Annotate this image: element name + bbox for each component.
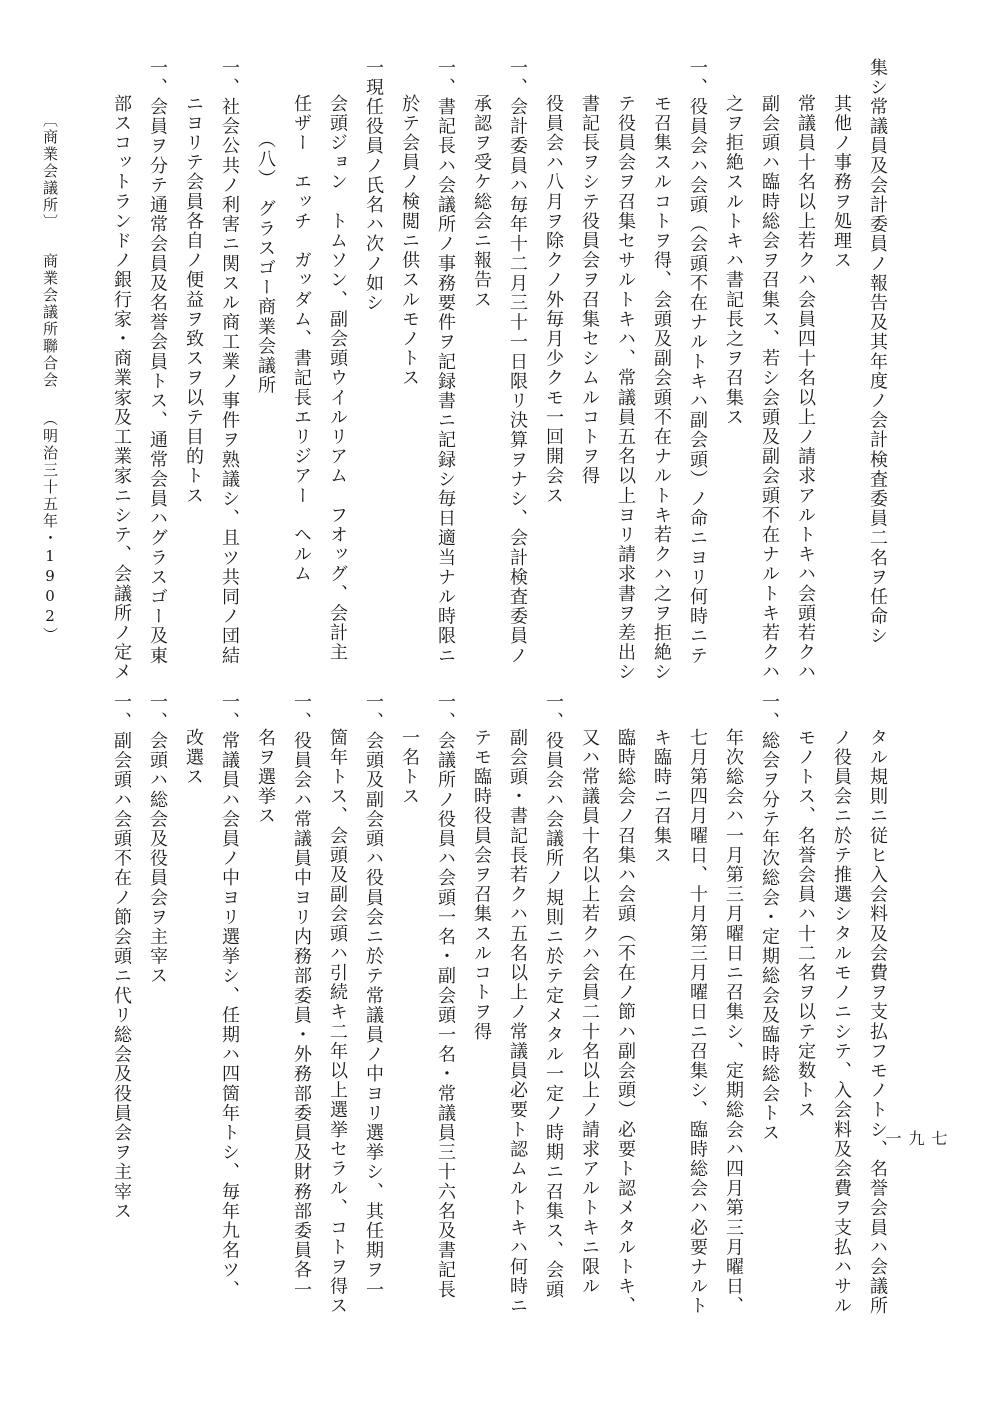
header-era: （明治三十五年・1902） [41, 411, 59, 644]
text-column: 任ザー エッチ ガッダム、書記長エリジアー ヘルム [291, 94, 312, 584]
lower-text-block [103, 692, 895, 1316]
text-column: 一、常議員ハ会員ノ中ヨリ選挙シ、任期ハ四箇年トシ、毎年九名ツ、 [219, 692, 240, 1300]
text-column: 一、役員会ハ会頭（会頭不在ナルトキハ副会頭）ノ命ニヨリ何時ニテ [687, 58, 708, 666]
text-column: ノ役員会ニ於テ推選シタルモノニシテ、入会料及会費ヲ支払ハサル [831, 728, 852, 1316]
header-source: 〔商業会議所〕 [41, 112, 59, 231]
text-column: 副会頭ハ臨時総会ヲ召集ス、若シ会頭及副会頭不在ナルトキ若クハ [759, 94, 780, 682]
text-column: 七月第四月曜日、十月第三月曜日ニ召集シ、臨時総会ハ必要ナルト [687, 728, 708, 1316]
text-column: 部スコットランドノ銀行家・商業家及工業家ニシテ、会議所ノ定メ [111, 94, 132, 682]
text-column: ニヨリテ会員各自ノ便益ヲ致スヲ以テ目的トス [183, 94, 204, 506]
text-column: 一、会頭ハ総会及役員会ヲ主宰ス [147, 692, 168, 986]
text-column: 一、役員会ハ会議所ノ規則ニ於テ定メタル一定ノ時期ニ召集ス、会頭 [543, 692, 564, 1300]
text-column: テモ臨時役員会ヲ召集スルコトヲ得 [471, 728, 492, 1042]
text-column: モノトス、名誉会員ハ十二名ヲ以テ定数トス [795, 728, 816, 1120]
text-column: 一、会計委員ハ毎年十二月三十一日限リ決算ヲナシ、会計検査委員ノ [507, 58, 528, 666]
text-column: 一、書記長ハ会議所ノ事務要件ヲ記録書ニ記録シ毎日適当ナル時限ニ [435, 58, 456, 666]
text-column: 役員会ハ八月ヲ除クノ外毎月少クモ一回開会ス [543, 94, 564, 506]
document-page: 集シ常議員及会計委員ノ報告及其年度ノ会計検査委員二名ヲ任命シ 其他ノ事務ヲ処理ス 常議員十名以上若クハ会員四十名以上ノ請求アルトキハ会頭若クハ 副会頭ハ臨時総会ヲ召集ス、若シ会頭及副会頭不在ナルトキ若クハ 之ヲ拒絶スルトキハ書記長之ヲ召集ス 一、役員会ハ会頭（会頭不在ナルトキハ副会頭）ノ命ニヨリ何時ニテ モ召集スルコトヲ得、会頭及副会頭不在ナルトキ若クハ之ヲ拒絶シ テ役員会ヲ召集セサルトキハ、常議員五名以上ヨリ請求書ヲ差出シ 書記長ヲシテ役員会ヲ召集セシムルコトヲ得 役員会ハ八月ヲ除クノ外毎月少クモ一回開会ス 一、会計委員ハ毎年十二月三十一日限リ決算ヲナシ、会計検査委員ノ 承認ヲ受ケ総会ニ報告ス 一、書記長ハ会議所ノ事務要件ヲ記録書ニ記録シ毎日適当ナル時限ニ 於テ会員ノ検閲ニ供スルモノトス 一現任役員ノ氏名ハ次ノ如シ 会頭ジョン トムソン、副会頭ウイルリアム フオッグ、会計主 任ザー エッチ ガッダム、書記長エリジアー ヘルム （八） グラスゴー商業会議所 一、社会公共ノ利害ニ関スル商工業ノ事件ヲ熟議シ、且ツ共同ノ団結 ニヨリテ会員各自ノ便益ヲ致スヲ以テ目的トス 一、会員ヲ分テ通常会員及名誉会員トス、通常会員ハグラスゴー及東 部スコットランドノ銀行家・商業家及工業家ニシテ、会議所ノ定メ タル規則ニ従ヒ入会料及会費ヲ支払フモノトシ、名誉会員ハ会議所 ノ役員会ニ於テ推選シタルモノニシテ、入会料及会費ヲ支払ハサル モノトス、名誉会員ハ十二名ヲ以テ定数トス 一、総会ヲ分テ年次総会・定期総会及臨時総会トス 年次総会ハ一月第三月曜日ニ召集シ、定期総会ハ四月第三月曜日、 七月第四月曜日、十月第三月曜日ニ召集シ、臨時総会ハ必要ナルト キ臨時ニ召集ス 臨時総会ノ召集ハ会頭（不在ノ節ハ副会頭）必要ト認メタルトキ、 又ハ常議員十名以上若クハ会員二十名以上ノ請求アルトキニ限ル 一、役員会ハ会議所ノ規則ニ於テ定メタル一定ノ時期ニ召集ス、会頭 副会頭・書記長若クハ五名以上ノ常議員必要ト認ムルトキハ何時ニ テモ臨時役員会ヲ召集スルコトヲ得 一、会議所ノ役員ハ会頭一名・副会頭一名・常議員三十六名及書記長 一名トス 一、会頭及副会頭ハ役員会ニ於テ常議員ノ中ヨリ選挙シ、其任期ヲ一 箇年トス、会頭及副会頭ハ引続キ二年以上選挙セラル、コトヲ得ス 一、役員会ハ常議員中ヨリ内務部委員・外務部委員及財務部委員各一 名ヲ選挙ス 一、常議員ハ会員ノ中ヨリ選挙シ、任期ハ四箇年トシ、毎年九名ツ、 改選ス 一、会頭ハ総会及役員会ヲ主宰ス 一、副会頭ハ会頭不在ノ節会頭ニ代リ総会及役員会ヲ主宰ス 〔商業会議所〕商業会議所聯合会（明治三十五年・1902） 七九一 [41, 58, 948, 1316]
text-column: 臨時総会ノ召集ハ会頭（不在ノ節ハ副会頭）必要ト認メタルトキ、 [615, 728, 636, 1316]
text-column: 一、社会公共ノ利害ニ関スル商工業ノ事件ヲ熟議シ、且ツ共同ノ団結 [219, 58, 240, 666]
text-column: 常議員十名以上若クハ会員四十名以上ノ請求アルトキハ会頭若クハ [795, 94, 816, 682]
running-header [40, 112, 61, 644]
text-column: 之ヲ拒絶スルトキハ書記長之ヲ召集ス [723, 94, 744, 428]
text-column: キ臨時ニ召集ス [651, 728, 672, 866]
text-column: 一、会議所ノ役員ハ会頭一名・副会頭一名・常議員三十六名及書記長 [435, 692, 456, 1300]
text-column: 一現任役員ノ氏名ハ次ノ如シ [363, 58, 384, 313]
text-column: 一、会員ヲ分テ通常会員及名誉会員トス、通常会員ハグラスゴー及東 [147, 58, 168, 666]
text-column: 名ヲ選挙ス [255, 728, 276, 826]
text-column: 一、会頭及副会頭ハ役員会ニ於テ常議員ノ中ヨリ選挙シ、其任期ヲ一 [363, 692, 384, 1300]
text-column: 一、副会頭ハ会頭不在ノ節会頭ニ代リ総会及役員会ヲ主宰ス [111, 692, 132, 1222]
text-column: 箇年トス、会頭及副会頭ハ引続キ二年以上選挙セラル、コトヲ得ス [327, 728, 348, 1316]
text-column: 承認ヲ受ケ総会ニ報告ス [471, 94, 492, 310]
text-column: 一名トス [399, 728, 420, 807]
text-column: 一、総会ヲ分テ年次総会・定期総会及臨時総会トス [759, 692, 780, 1143]
text-column: 於テ会員ノ検閲ニ供スルモノトス [399, 94, 420, 388]
text-column: タル規則ニ従ヒ入会料及会費ヲ支払フモノトシ、名誉会員ハ会議所 [867, 728, 888, 1316]
text-column: 又ハ常議員十名以上若クハ会員二十名以上ノ請求アルトキニ限ル [579, 728, 600, 1297]
text-column: モ召集スルコトヲ得、会頭及副会頭不在ナルトキ若クハ之ヲ拒絶シ [651, 94, 672, 682]
text-column: 年次総会ハ一月第三月曜日ニ召集シ、定期総会ハ四月第三月曜日、 [723, 728, 744, 1316]
text-column: 集シ常議員及会計委員ノ報告及其年度ノ会計検査委員二名ヲ任命シ [867, 58, 888, 646]
text-column: テ役員会ヲ召集セサルトキハ、常議員五名以上ヨリ請求書ヲ差出シ [615, 94, 636, 682]
text-column: 副会頭・書記長若クハ五名以上ノ常議員必要ト認ムルトキハ何時ニ [507, 728, 528, 1316]
upper-text-block [103, 58, 895, 682]
text-column: 書記長ヲシテ役員会ヲ召集セシムルコトヲ得 [579, 94, 600, 486]
text-column: 一、役員会ハ常議員中ヨリ内務部委員・外務部委員及財務部委員各一 [291, 692, 312, 1300]
text-column: 会頭ジョン トムソン、副会頭ウイルリアム フオッグ、会計主 [327, 94, 348, 663]
text-column: 其他ノ事務ヲ処理ス [831, 94, 852, 271]
section-heading: （八） グラスゴー商業会議所 [255, 130, 276, 396]
header-title: 商業会議所聯合会 [41, 253, 59, 389]
text-column: 改選ス [183, 728, 204, 787]
